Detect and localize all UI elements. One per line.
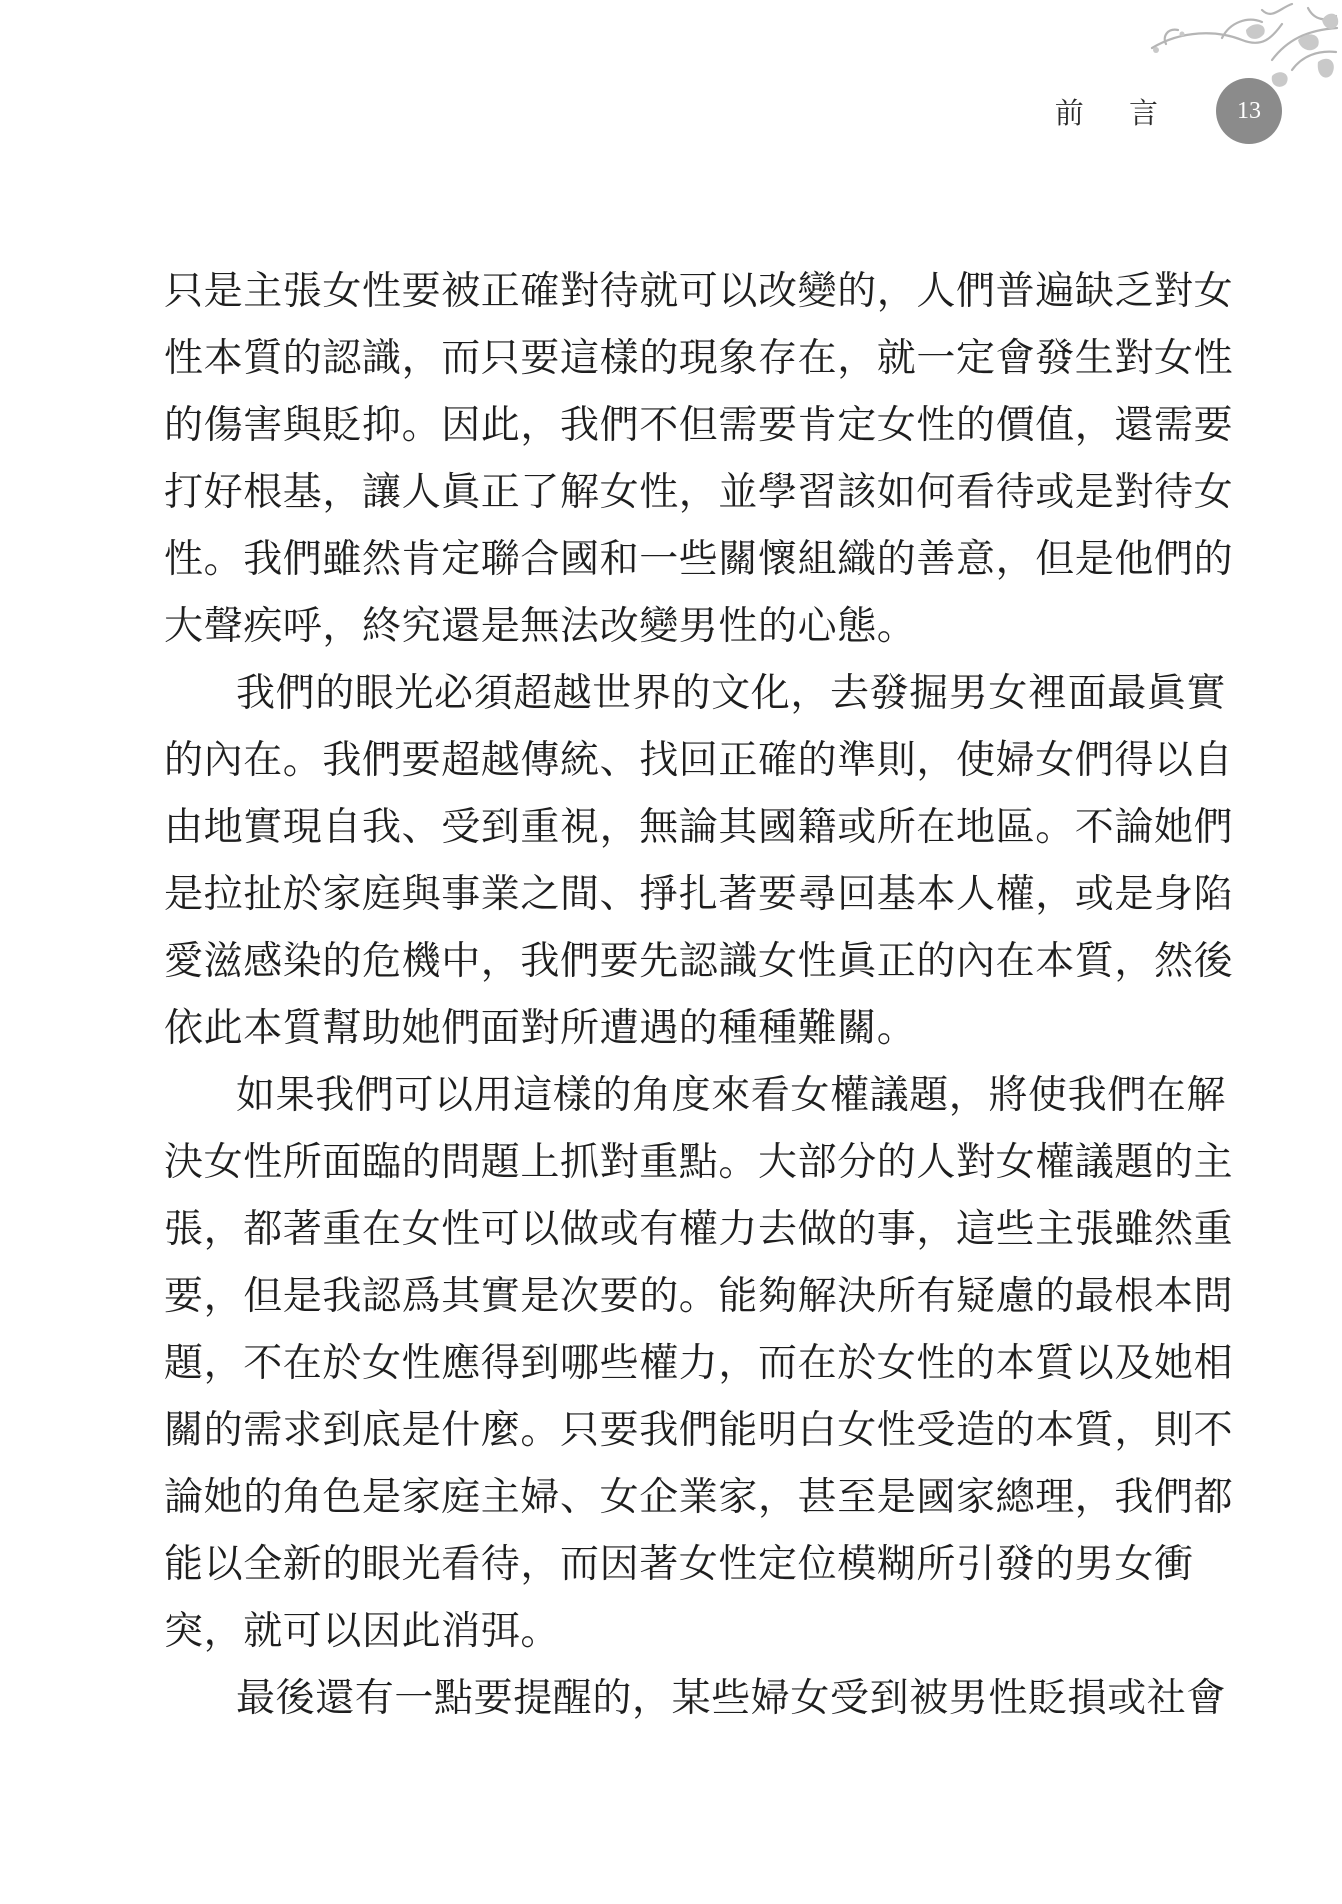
- text-line: 大聲疾呼，終究還是無法改變男性的心態。: [164, 604, 917, 649]
- body-text: [164, 258, 1234, 1732]
- text-line: 依此本質幫助她們面對所遭遇的種種難關。: [164, 1006, 917, 1051]
- text-line: 最後還有一點要提醒的，某些婦女受到被男性貶損或社會: [236, 1676, 1227, 1721]
- page-header: [1055, 78, 1282, 144]
- text-line: 張，都著重在女性可以做或有權力去做的事，這些主張雖然重: [164, 1207, 1234, 1252]
- text-line: 由地實現自我、受到重視，無論其國籍或所在地區。不論她們: [164, 805, 1234, 850]
- text-line: 我們的眼光必須超越世界的文化，去發掘男女裡面最眞實: [236, 671, 1227, 716]
- text-line: 題，不在於女性應得到哪些權力，而在於女性的本質以及她相: [164, 1341, 1234, 1386]
- page-number-badge: [1216, 78, 1282, 144]
- section-title: 前 言: [1054, 95, 1176, 130]
- text-line: 性。我們雖然肯定聯合國和一些關懷組織的善意，但是他們的: [164, 537, 1234, 582]
- text-line: 如果我們可以用這樣的角度來看女權議題，將使我們在解: [236, 1073, 1227, 1118]
- page-number: 13: [1237, 97, 1261, 124]
- text-line: 性本質的認識，而只要這樣的現象存在，就一定會發生對女性: [164, 336, 1234, 381]
- text-line: 決女性所面臨的問題上抓對重點。大部分的人對女權議題的主: [164, 1140, 1234, 1185]
- text-line: 關的需求到底是什麼。只要我們能明白女性受造的本質，則不: [164, 1408, 1234, 1453]
- text-line: 突，就可以因此消弭。: [164, 1609, 561, 1654]
- text-line: 能以全新的眼光看待，而因著女性定位模糊所引發的男女衝: [164, 1542, 1194, 1587]
- text-line: 打好根基，讓人眞正了解女性，並學習該如何看待或是對待女: [164, 470, 1234, 515]
- text-line: 只是主張女性要被正確對待就可以改變的，人們普遍缺乏對女: [164, 269, 1234, 314]
- text-line: 愛滋感染的危機中，我們要先認識女性眞正的內在本質，然後: [164, 939, 1234, 984]
- text-line: 的內在。我們要超越傳統、找回正確的準則，使婦女們得以自: [164, 738, 1234, 783]
- text-line: 是拉扯於家庭與事業之間、掙扎著要尋回基本人權，或是身陷: [164, 872, 1234, 917]
- text-line: 的傷害與貶抑。因此，我們不但需要肯定女性的價值，還需要: [164, 403, 1234, 448]
- text-line: 要，但是我認爲其實是次要的。能夠解決所有疑慮的最根本問: [164, 1274, 1234, 1319]
- text-line: 論她的角色是家庭主婦、女企業家，甚至是國家總理，我們都: [164, 1475, 1234, 1520]
